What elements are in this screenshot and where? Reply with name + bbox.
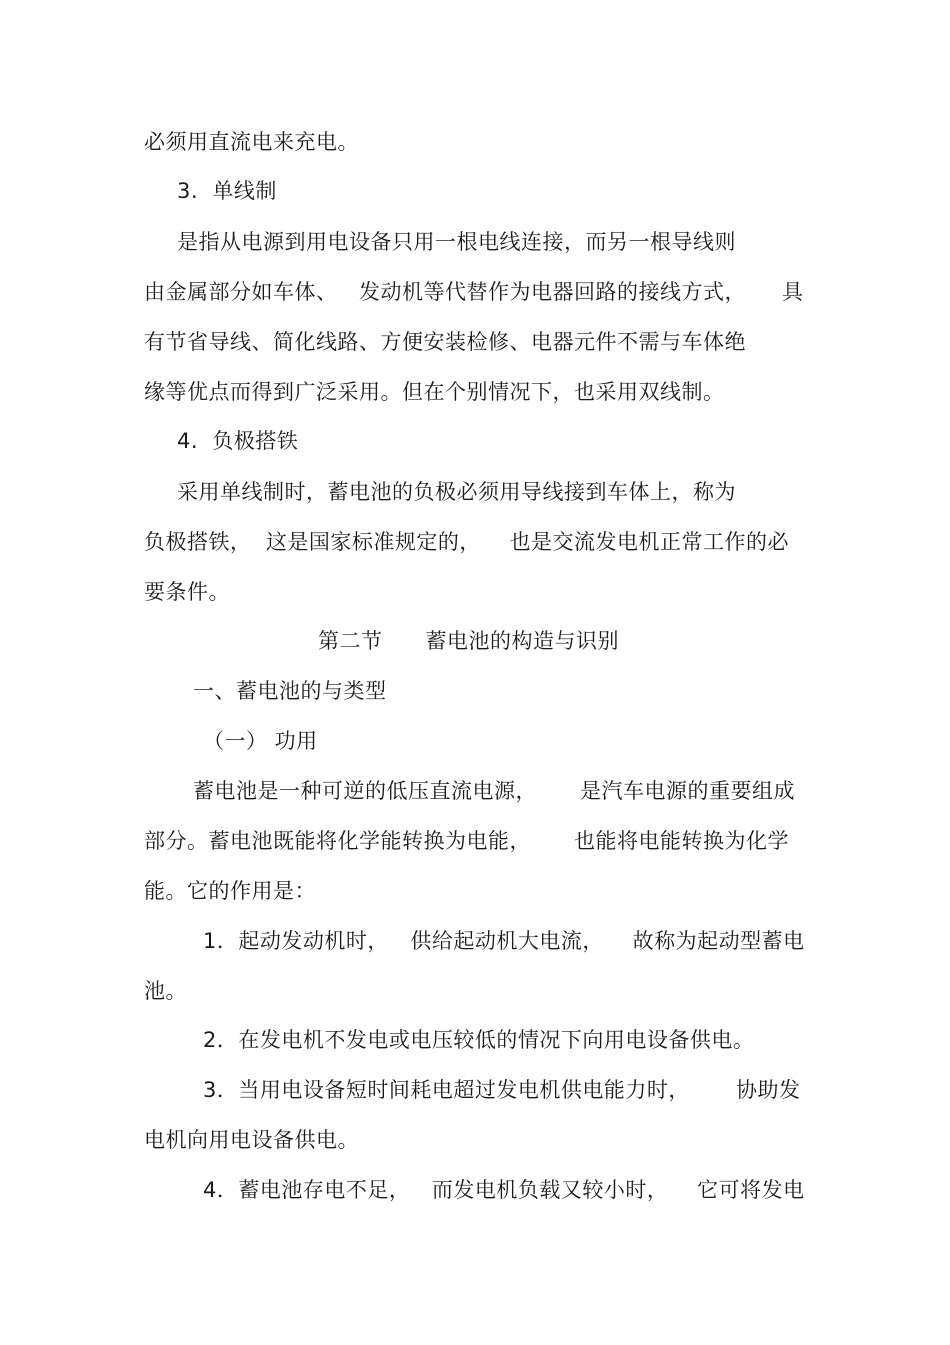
text-line: 缘等优点而得到广泛采用。但在个别情况下，也采用双线制。 [144, 380, 725, 404]
text-line: 必须用直流电来充电。 [144, 130, 359, 154]
text-line: 池。 [144, 979, 187, 1003]
text-line: 采用单线制时，蓄电池的负极必须用导线接到车体上，称为 [177, 480, 736, 504]
subsection-heading: （一） 功用 [203, 729, 318, 753]
text-line: 有节省导线、简化线路、方便安装检修、电器元件不需与车体绝 [144, 330, 746, 354]
text-fragment: 具 [782, 280, 804, 304]
text-line: 能。它的作用是： [144, 879, 316, 903]
text-line: 由金属部分如车体、 发动机等代替作为电器回路的接线方式， [144, 280, 747, 304]
list-item: 1．起动发动机时， 供给起动机大电流， 故称为起动型蓄电 [203, 929, 805, 953]
subsection-heading: 一、蓄电池的与类型 [193, 679, 387, 703]
list-item: 3．当用电设备短时间耗电超过发电机供电能力时， [203, 1078, 690, 1102]
text-line: 负极搭铁， 这是国家标准规定的， 也是交流发电机正常工作的必 [144, 530, 790, 554]
list-item: 2．在发电机不发电或电压较低的情况下向用电设备供电。 [203, 1028, 755, 1052]
text-line: 电机向用电设备供电。 [144, 1128, 359, 1152]
section-title: 第二节 蓄电池的构造与识别 [318, 629, 620, 653]
text-line: 部分。蓄电池既能将化学能转换为电能， 也能将电能转换为化学 [144, 829, 790, 853]
text-fragment: 协助发 [736, 1078, 801, 1102]
numbered-heading: 4. 负极搭铁 [177, 429, 299, 453]
text-line: 要条件。 [144, 580, 230, 604]
list-item: 4．蓄电池存电不足， 而发电机负载又较小时， 它可将发电 [203, 1178, 805, 1202]
numbered-heading: 3. 单线制 [177, 179, 277, 203]
text-line: 蓄电池是一种可逆的低压直流电源， 是汽车电源的重要组成 [193, 779, 796, 803]
text-line: 是指从电源到用电设备只用一根电线连接，而另一根导线则 [177, 230, 736, 254]
